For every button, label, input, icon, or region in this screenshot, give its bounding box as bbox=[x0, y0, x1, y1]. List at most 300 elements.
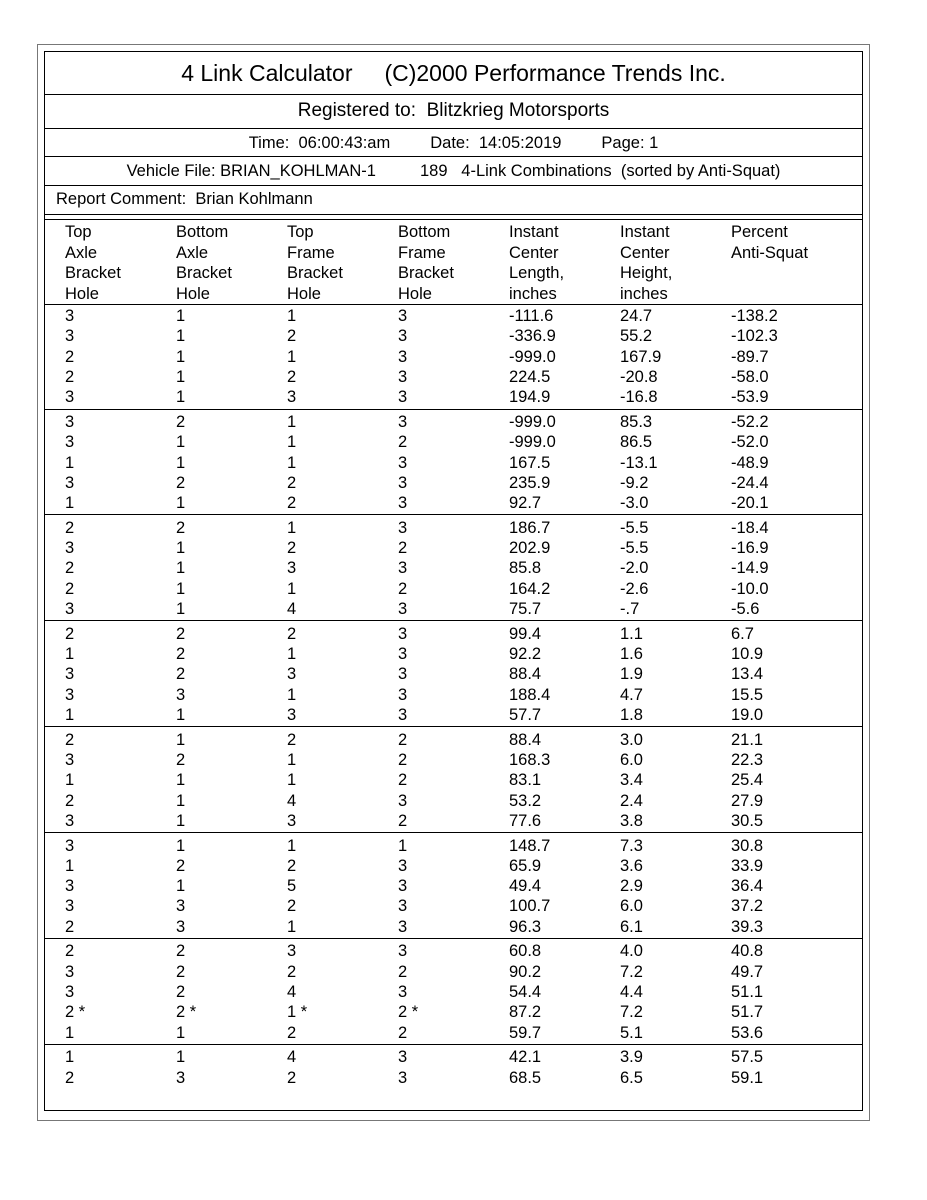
table-row bbox=[0, 326, 927, 346]
table-cell: 1 bbox=[287, 433, 297, 452]
table-cell: 1 bbox=[287, 518, 297, 537]
table-cell: 3 bbox=[176, 1068, 186, 1087]
table-cell: 3 bbox=[65, 811, 75, 830]
table-cell: -58.0 bbox=[731, 367, 769, 386]
table-cell: 3 bbox=[65, 836, 75, 855]
table-cell: 86.5 bbox=[620, 433, 653, 452]
table-cell: 53.2 bbox=[509, 791, 542, 810]
table-cell: 3 bbox=[65, 388, 75, 407]
table-cell: 3 bbox=[398, 917, 408, 936]
table-cell: 2 bbox=[65, 917, 75, 936]
table-cell: 2 * bbox=[398, 1003, 419, 1022]
table-cell: 3 bbox=[65, 877, 75, 896]
table-cell: 3.8 bbox=[620, 811, 643, 830]
table-cell: 100.7 bbox=[509, 897, 551, 916]
table-cell: 235.9 bbox=[509, 473, 551, 492]
table-cell: 25.4 bbox=[731, 771, 764, 790]
table-cell: 3 bbox=[398, 983, 408, 1001]
table-cell: 51.1 bbox=[731, 983, 764, 1001]
table-cell: 2 bbox=[176, 412, 186, 431]
table-cell: -999.0 bbox=[509, 433, 556, 452]
table-cell: 1.6 bbox=[620, 645, 643, 663]
column-header bbox=[509, 222, 564, 304]
table-cell: 2 bbox=[398, 1023, 408, 1042]
table-row bbox=[0, 856, 927, 876]
table-cell: 3 bbox=[398, 600, 408, 618]
table-cell: -2.6 bbox=[620, 579, 649, 598]
vehicle-line bbox=[44, 162, 863, 181]
table-cell: 3 bbox=[398, 791, 408, 810]
column-header-line: inches bbox=[620, 284, 668, 303]
table-cell: 4 bbox=[287, 600, 297, 618]
table-cell: 4 bbox=[287, 983, 297, 1001]
table-cell: 1 bbox=[176, 579, 186, 598]
table-cell: 3 bbox=[65, 685, 75, 704]
table-row bbox=[0, 306, 927, 326]
table-cell: 30.8 bbox=[731, 836, 764, 855]
table-cell: 1 bbox=[176, 771, 186, 790]
table-row bbox=[0, 1068, 927, 1088]
table-cell: 1 * bbox=[287, 1003, 308, 1022]
group-divider bbox=[44, 726, 863, 727]
table-cell: 3 bbox=[398, 412, 408, 431]
table-cell: 2 bbox=[65, 1068, 75, 1087]
table-cell: 224.5 bbox=[509, 367, 551, 386]
table-cell: 1 bbox=[287, 412, 297, 431]
table-cell: 1 bbox=[65, 1048, 75, 1067]
column-header-line: Bracket bbox=[176, 264, 232, 283]
table-cell: 1.9 bbox=[620, 665, 643, 684]
table-row bbox=[0, 664, 927, 684]
table-cell: 3 bbox=[398, 856, 408, 875]
time-date-page-line bbox=[44, 134, 863, 153]
table-cell: 1.1 bbox=[620, 624, 643, 643]
column-header-line: Axle bbox=[176, 243, 209, 262]
column-header-line: Percent bbox=[731, 223, 788, 241]
header-divider bbox=[44, 304, 863, 305]
table-cell: 3 bbox=[176, 685, 186, 704]
table-cell: 2 bbox=[176, 983, 186, 1001]
group-divider bbox=[44, 620, 863, 621]
group-divider bbox=[44, 938, 863, 939]
table-cell: 2 bbox=[398, 730, 408, 749]
table-cell: 87.2 bbox=[509, 1003, 542, 1022]
table-cell: 19.0 bbox=[731, 705, 764, 724]
table-cell: 83.1 bbox=[509, 771, 542, 790]
table-cell: -89.7 bbox=[731, 347, 769, 366]
table-cell: 1 bbox=[176, 1023, 186, 1042]
registered-to: Registered to: Blitzkrieg Motorsports bbox=[297, 100, 610, 121]
table-cell: -999.0 bbox=[509, 412, 556, 431]
table-cell: 49.4 bbox=[509, 877, 542, 896]
divider bbox=[44, 214, 863, 215]
table-cell: -53.9 bbox=[731, 388, 769, 407]
table-cell: 2 bbox=[287, 1023, 297, 1042]
table-cell: 3 bbox=[398, 877, 408, 896]
table-cell: 2 bbox=[65, 942, 75, 961]
table-cell: 85.8 bbox=[509, 559, 542, 578]
divider bbox=[44, 156, 863, 157]
table-cell: 37.2 bbox=[731, 897, 764, 916]
table-cell: 1 bbox=[398, 836, 408, 855]
table-cell: 96.3 bbox=[509, 917, 542, 936]
table-cell: 2.4 bbox=[620, 791, 643, 810]
table-cell: 1 bbox=[176, 453, 186, 472]
table-cell: 4.0 bbox=[620, 942, 643, 961]
table-cell: 3 bbox=[398, 518, 408, 537]
table-row bbox=[0, 1002, 927, 1022]
table-row bbox=[0, 387, 927, 407]
table-cell: 2 bbox=[65, 518, 75, 537]
table-cell: 202.9 bbox=[509, 539, 551, 558]
table-cell: 194.9 bbox=[509, 388, 551, 407]
table-cell: 3 bbox=[176, 917, 186, 936]
table-cell: 49.7 bbox=[731, 962, 764, 981]
table-cell: 7.2 bbox=[620, 962, 643, 981]
table-cell: 42.1 bbox=[509, 1048, 542, 1067]
table-cell: 2 bbox=[65, 579, 75, 598]
column-header-line: Axle bbox=[65, 243, 98, 262]
table-cell: 4 bbox=[287, 1048, 297, 1067]
table-row bbox=[0, 730, 927, 750]
table-row bbox=[0, 811, 927, 831]
table-cell: 3 bbox=[65, 473, 75, 492]
table-cell: 6.0 bbox=[620, 897, 643, 916]
table-cell: 3 bbox=[287, 811, 297, 830]
table-cell: 1 bbox=[176, 367, 186, 386]
table-cell: 1 bbox=[65, 856, 75, 875]
table-cell: 1 bbox=[176, 307, 186, 325]
table-row bbox=[0, 493, 927, 513]
table-cell: 1 bbox=[176, 327, 186, 346]
group-divider bbox=[44, 409, 863, 410]
table-cell: 4 bbox=[287, 791, 297, 810]
table-cell: 3 bbox=[398, 473, 408, 492]
table-cell: 1 bbox=[287, 645, 297, 663]
table-cell: 3 bbox=[398, 1048, 408, 1067]
column-header bbox=[731, 222, 808, 263]
table-cell: 1 bbox=[176, 836, 186, 855]
table-cell: 6.0 bbox=[620, 750, 643, 769]
table-row bbox=[0, 644, 927, 664]
table-cell: 1 bbox=[287, 917, 297, 936]
table-cell: -52.2 bbox=[731, 412, 769, 431]
table-cell: 33.9 bbox=[731, 856, 764, 875]
table-cell: 2 bbox=[287, 539, 297, 558]
table-cell: 3 bbox=[287, 665, 297, 684]
table-row bbox=[0, 624, 927, 644]
column-header bbox=[398, 222, 454, 304]
table-cell: 1 bbox=[65, 771, 75, 790]
table-cell: 1 bbox=[65, 453, 75, 472]
table-cell: -9.2 bbox=[620, 473, 649, 492]
table-cell: 2 bbox=[65, 730, 75, 749]
table-cell: 3 bbox=[65, 307, 75, 325]
table-cell: 2 bbox=[398, 811, 408, 830]
divider bbox=[44, 128, 863, 129]
table-cell: 68.5 bbox=[509, 1068, 542, 1087]
table-cell: 1 bbox=[287, 453, 297, 472]
table-cell: 3 bbox=[398, 494, 408, 513]
table-row bbox=[0, 770, 927, 790]
table-cell: 1 bbox=[176, 730, 186, 749]
table-cell: 1 bbox=[287, 307, 297, 325]
column-header-line: inches bbox=[509, 284, 557, 303]
table-cell: -52.0 bbox=[731, 433, 769, 452]
table-cell: 2 bbox=[398, 750, 408, 769]
column-header-line: Instant bbox=[620, 223, 670, 241]
table-cell: 5 bbox=[287, 877, 297, 896]
divider bbox=[44, 185, 863, 186]
table-cell: 2 bbox=[176, 665, 186, 684]
divider bbox=[44, 219, 863, 220]
table-cell: -14.9 bbox=[731, 559, 769, 578]
table-cell: -111.6 bbox=[509, 307, 554, 325]
table-cell: 3 bbox=[398, 665, 408, 684]
table-cell: 2 bbox=[398, 433, 408, 452]
table-cell: 1 bbox=[176, 494, 186, 513]
table-cell: 2 bbox=[65, 624, 75, 643]
table-cell: 2 bbox=[398, 771, 408, 790]
table-cell: 3 bbox=[65, 962, 75, 981]
column-header-line: Frame bbox=[287, 243, 335, 262]
table-cell: 2 bbox=[398, 539, 408, 558]
table-cell: 30.5 bbox=[731, 811, 764, 830]
table-row bbox=[0, 1023, 927, 1043]
table-row bbox=[0, 412, 927, 432]
table-cell: 1 bbox=[176, 877, 186, 896]
column-header-line: Anti-Squat bbox=[731, 243, 809, 262]
table-cell: 60.8 bbox=[509, 942, 542, 961]
column-header-line: Hole bbox=[287, 284, 321, 303]
table-cell: 1 bbox=[287, 771, 297, 790]
column-header-line: Top bbox=[65, 223, 92, 241]
table-cell: 1 bbox=[65, 494, 75, 513]
table-cell: 2 bbox=[287, 730, 297, 749]
table-row bbox=[0, 518, 927, 538]
table-cell: 3 bbox=[398, 624, 408, 643]
table-row bbox=[0, 791, 927, 811]
table-cell: 21.1 bbox=[731, 730, 764, 749]
table-cell: 92.2 bbox=[509, 645, 542, 663]
table-cell: 3 bbox=[65, 897, 75, 916]
table-cell: 36.4 bbox=[731, 877, 764, 896]
table-cell: 1 bbox=[287, 750, 297, 769]
table-row bbox=[0, 876, 927, 896]
table-cell: 186.7 bbox=[509, 518, 551, 537]
table-cell: 2 bbox=[176, 962, 186, 981]
column-header-line: Top bbox=[287, 223, 314, 241]
table-cell: -16.9 bbox=[731, 539, 769, 558]
table-cell: 3 bbox=[287, 705, 297, 724]
table-cell: 24.7 bbox=[620, 307, 653, 325]
table-cell: 1 bbox=[176, 600, 186, 618]
table-cell: 3 bbox=[287, 559, 297, 578]
column-header-line: Instant bbox=[509, 223, 559, 241]
table-cell: 2 bbox=[287, 856, 297, 875]
table-cell: 3 bbox=[398, 645, 408, 663]
table-cell: -5.5 bbox=[620, 518, 649, 537]
table-cell: -5.6 bbox=[731, 600, 760, 618]
report-date: Date: 14:05:2019 bbox=[430, 134, 562, 152]
table-cell: 5.1 bbox=[620, 1023, 643, 1042]
table-cell: 1 bbox=[176, 705, 186, 724]
group-divider bbox=[44, 514, 863, 515]
table-cell: 7.2 bbox=[620, 1003, 643, 1022]
table-cell: -102.3 bbox=[731, 327, 778, 346]
table-cell: -999.0 bbox=[509, 347, 556, 366]
table-cell: 3 bbox=[398, 705, 408, 724]
table-cell: -13.1 bbox=[620, 453, 658, 472]
table-cell: 85.3 bbox=[620, 412, 653, 431]
table-cell: 1 bbox=[176, 791, 186, 810]
table-cell: 2 bbox=[176, 645, 186, 663]
table-cell: 3 bbox=[398, 388, 408, 407]
table-row bbox=[0, 538, 927, 558]
column-header-line: Bracket bbox=[398, 264, 454, 283]
column-header bbox=[65, 222, 121, 304]
table-cell: 1 bbox=[65, 1023, 75, 1042]
table-cell: 2 bbox=[398, 579, 408, 598]
table-cell: 53.6 bbox=[731, 1023, 764, 1042]
table-cell: 1 bbox=[176, 811, 186, 830]
table-row bbox=[0, 705, 927, 725]
table-cell: 59.1 bbox=[731, 1068, 764, 1087]
table-cell: 90.2 bbox=[509, 962, 542, 981]
table-cell: 6.7 bbox=[731, 624, 754, 643]
page-number: Page: 1 bbox=[601, 134, 659, 152]
table-cell: 3 bbox=[65, 750, 75, 769]
table-cell: 2 bbox=[398, 962, 408, 981]
table-cell: 3 bbox=[398, 559, 408, 578]
table-row bbox=[0, 599, 927, 619]
table-row bbox=[0, 367, 927, 387]
table-cell: 3.9 bbox=[620, 1048, 643, 1067]
table-cell: 57.7 bbox=[509, 705, 542, 724]
column-header bbox=[176, 222, 232, 304]
table-cell: 1 bbox=[287, 836, 297, 855]
table-cell: 1 bbox=[176, 559, 186, 578]
table-cell: 3 bbox=[398, 1068, 408, 1087]
table-cell: 2 bbox=[65, 347, 75, 366]
table-cell: -18.4 bbox=[731, 518, 769, 537]
table-cell: 3.4 bbox=[620, 771, 643, 790]
table-row bbox=[0, 685, 927, 705]
table-cell: 167.9 bbox=[620, 347, 662, 366]
table-cell: -2.0 bbox=[620, 559, 649, 578]
table-row bbox=[0, 473, 927, 493]
table-cell: 1.8 bbox=[620, 705, 643, 724]
table-cell: -5.5 bbox=[620, 539, 649, 558]
column-header-line: Height, bbox=[620, 264, 673, 283]
table-cell: 4.4 bbox=[620, 983, 643, 1001]
table-cell: 1 bbox=[287, 579, 297, 598]
table-cell: 3.6 bbox=[620, 856, 643, 875]
table-cell: 7.3 bbox=[620, 836, 643, 855]
table-cell: 2 bbox=[176, 750, 186, 769]
table-cell: 1 bbox=[176, 388, 186, 407]
table-cell: 2 bbox=[176, 856, 186, 875]
combinations-summary: 189 4-Link Combinations (sorted by Anti-Squat) bbox=[419, 162, 781, 180]
table-cell: 3 bbox=[65, 539, 75, 558]
table-cell: 1 bbox=[65, 705, 75, 724]
table-cell: 3 bbox=[287, 388, 297, 407]
table-cell: 15.5 bbox=[731, 685, 764, 704]
table-cell: 1 bbox=[65, 645, 75, 663]
column-header-line: Hole bbox=[398, 284, 432, 303]
column-header-line: Hole bbox=[65, 284, 99, 303]
table-cell: 2 bbox=[287, 897, 297, 916]
table-cell: 168.3 bbox=[509, 750, 551, 769]
column-header-line: Hole bbox=[176, 284, 210, 303]
table-cell: 148.7 bbox=[509, 836, 551, 855]
table-row bbox=[0, 982, 927, 1002]
table-cell: 2 bbox=[176, 942, 186, 961]
table-cell: 3 bbox=[398, 685, 408, 704]
table-row bbox=[0, 962, 927, 982]
table-cell: 3 bbox=[65, 600, 75, 618]
column-header bbox=[287, 222, 343, 304]
column-header-line: Bottom bbox=[398, 223, 451, 241]
table-cell: 3 bbox=[398, 897, 408, 916]
divider bbox=[44, 94, 863, 95]
table-cell: 3 bbox=[398, 307, 408, 325]
table-cell: 77.6 bbox=[509, 811, 542, 830]
table-cell: -20.8 bbox=[620, 367, 658, 386]
table-cell: 2 bbox=[65, 791, 75, 810]
column-header-line: Center bbox=[620, 243, 670, 262]
table-cell: 2 bbox=[287, 962, 297, 981]
table-cell: 6.1 bbox=[620, 917, 643, 936]
table-cell: -3.0 bbox=[620, 494, 649, 513]
table-cell: 55.2 bbox=[620, 327, 653, 346]
column-header-line: Bracket bbox=[65, 264, 121, 283]
table-cell: -.7 bbox=[620, 600, 640, 618]
table-cell: 3 bbox=[398, 367, 408, 386]
table-cell: 6.5 bbox=[620, 1068, 643, 1087]
table-row bbox=[0, 453, 927, 473]
table-cell: 99.4 bbox=[509, 624, 542, 643]
table-cell: 3 bbox=[65, 983, 75, 1001]
table-cell: 2 bbox=[287, 494, 297, 513]
table-cell: 88.4 bbox=[509, 730, 542, 749]
report-time: Time: 06:00:43:am bbox=[248, 134, 391, 152]
table-row bbox=[0, 917, 927, 937]
group-divider bbox=[44, 1044, 863, 1045]
table-cell: 2 bbox=[176, 624, 186, 643]
table-cell: 3 bbox=[287, 942, 297, 961]
table-cell: 3 bbox=[398, 347, 408, 366]
table-cell: 2.9 bbox=[620, 877, 643, 896]
table-cell: 188.4 bbox=[509, 685, 551, 704]
table-cell: 88.4 bbox=[509, 665, 542, 684]
table-cell: 3 bbox=[398, 327, 408, 346]
table-cell: 1 bbox=[176, 433, 186, 452]
report-comment: Report Comment: Brian Kohlmann bbox=[56, 190, 313, 208]
table-row bbox=[0, 579, 927, 599]
table-cell: 65.9 bbox=[509, 856, 542, 875]
table-row bbox=[0, 896, 927, 916]
table-cell: -138.2 bbox=[731, 307, 778, 325]
table-cell: 51.7 bbox=[731, 1003, 764, 1022]
vehicle-file: Vehicle File: BRIAN_KOHLMAN-1 bbox=[126, 162, 376, 180]
table-cell: 92.7 bbox=[509, 494, 542, 513]
table-cell: 1 bbox=[176, 347, 186, 366]
table-row bbox=[0, 1047, 927, 1067]
table-cell: 75.7 bbox=[509, 600, 542, 618]
table-cell: 1 bbox=[287, 685, 297, 704]
column-header-line: Frame bbox=[398, 243, 446, 262]
